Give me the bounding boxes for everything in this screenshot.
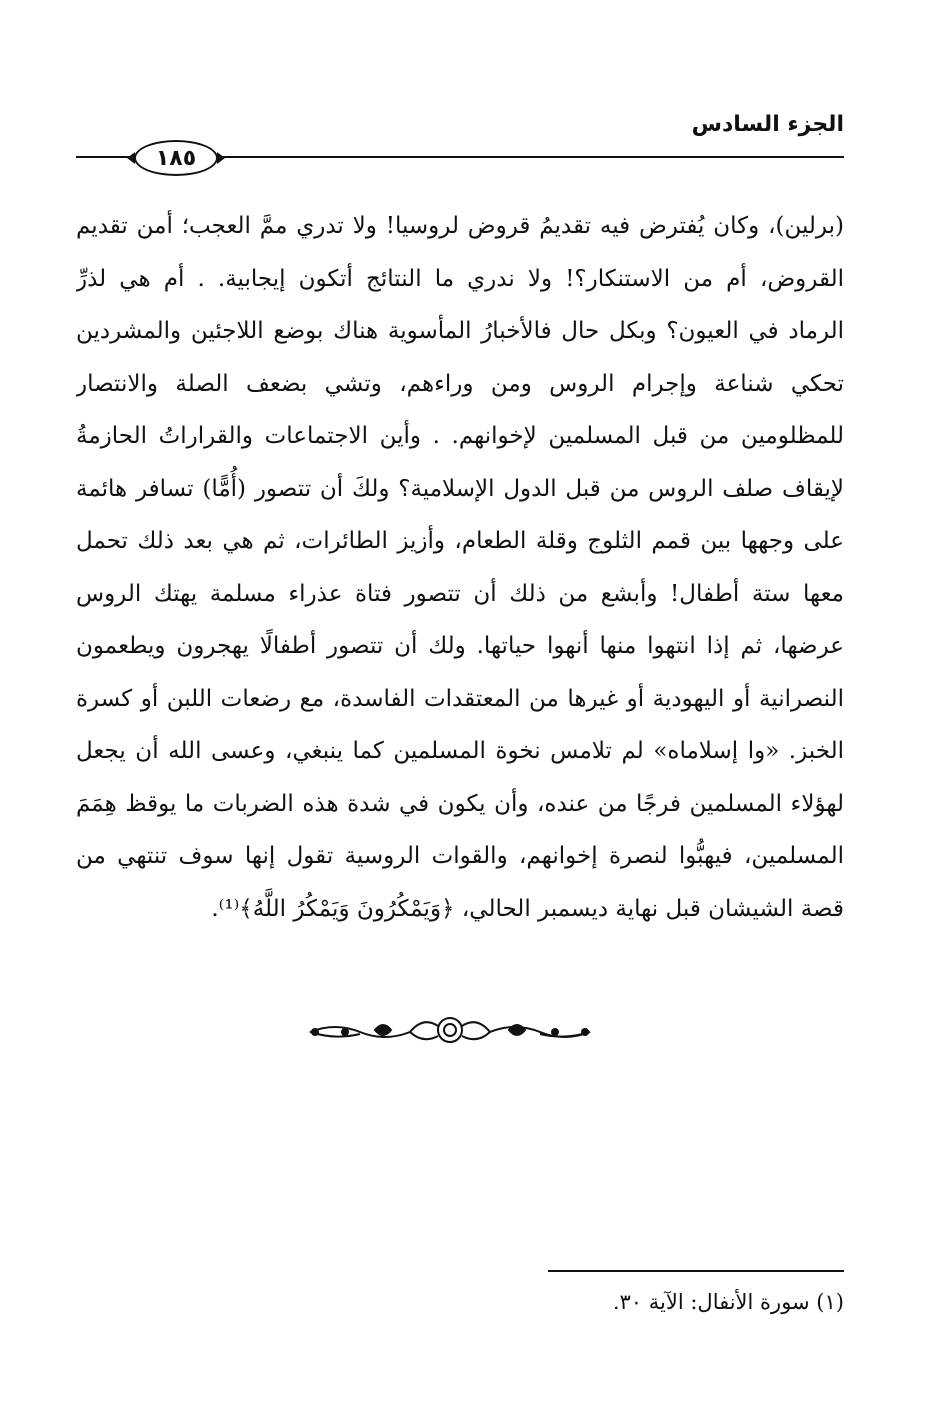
body-line: للمظلومين من قبل المسلمين لإخوانهم. . وأين الاجتماعات والقراراتُ الحازمةُ xyxy=(76,423,844,449)
body-line: عرضها، ثم إذا انتهوا منها أنهوا حياتها. ولك أن تتصور أطفالًا يهجرون ويطعمون xyxy=(76,633,844,659)
body-line: الخبز. «وا إسلاماه» لم تلامس نخوة المسلمين كما ينبغي، وعسى الله أن يجعل xyxy=(76,738,844,764)
body-line: معها ستة أطفال! وأبشع من ذلك أن تتصور فتاة عذراء مسلمة يهتك الروس xyxy=(76,580,844,607)
ornament-divider-icon xyxy=(305,1010,595,1050)
footnote-rule xyxy=(548,1270,844,1272)
body-line: الرماد في العيون؟ وبكل حال فالأخبارُ المأسوية هناك بوضع اللاجئين والمشردين xyxy=(76,318,844,344)
body-line: تحكي شناعة وإجرام الروس ومن وراءهم، وتشي بضعف الصلة والانتصار xyxy=(76,370,844,397)
body-line: لهؤلاء المسلمين فرجًا من عنده، وأن يكون في شدة هذه الضربات ما يوقظ هِمَمَ xyxy=(76,790,844,817)
running-title: الجزء السادس xyxy=(691,112,844,137)
page-number: ١٨٥ xyxy=(134,140,218,176)
body-line: قصة الشيشان قبل نهاية ديسمبر الحالي، ﴿وَيَمْكُرُونَ وَيَمْكُرُ اللَّهُ﴾⁽¹⁾. xyxy=(211,895,844,922)
body-line: على وجهها بين قمم الثلوج وقلة الطعام، وأزيز الطائرات، ثم هي بعد ذلك تحمل xyxy=(76,528,844,554)
body-line: القروض، أم من الاستنكار؟! ولا ندري ما النتائج أتكون إيجابية. . أم هي لذرِّ xyxy=(76,265,844,292)
body-line: المسلمين، فيهبُّوا لنصرة إخوانهم، والقوات الروسية تقول إنها سوف تنتهي من xyxy=(76,843,844,869)
body-text xyxy=(76,200,844,935)
body-line: النصرانية أو اليهودية أو غيرها من المعتقدات الفاسدة، مع رضعات اللبن أو كسرة xyxy=(76,685,844,712)
body-line: لإيقاف صلف الروس من قبل الدول الإسلامية؟ ولكَ أن تتصور (أُمًّا) تسافر هائمة xyxy=(76,475,844,502)
body-line: (برلين)، وكان يُفترض فيه تقديمُ قروض لروسيا! ولا تدري ممَّ العجب؛ أمن تقديم xyxy=(76,213,844,239)
footnote: (١) سورة الأنفال: الآية ٣٠. xyxy=(612,1290,844,1314)
